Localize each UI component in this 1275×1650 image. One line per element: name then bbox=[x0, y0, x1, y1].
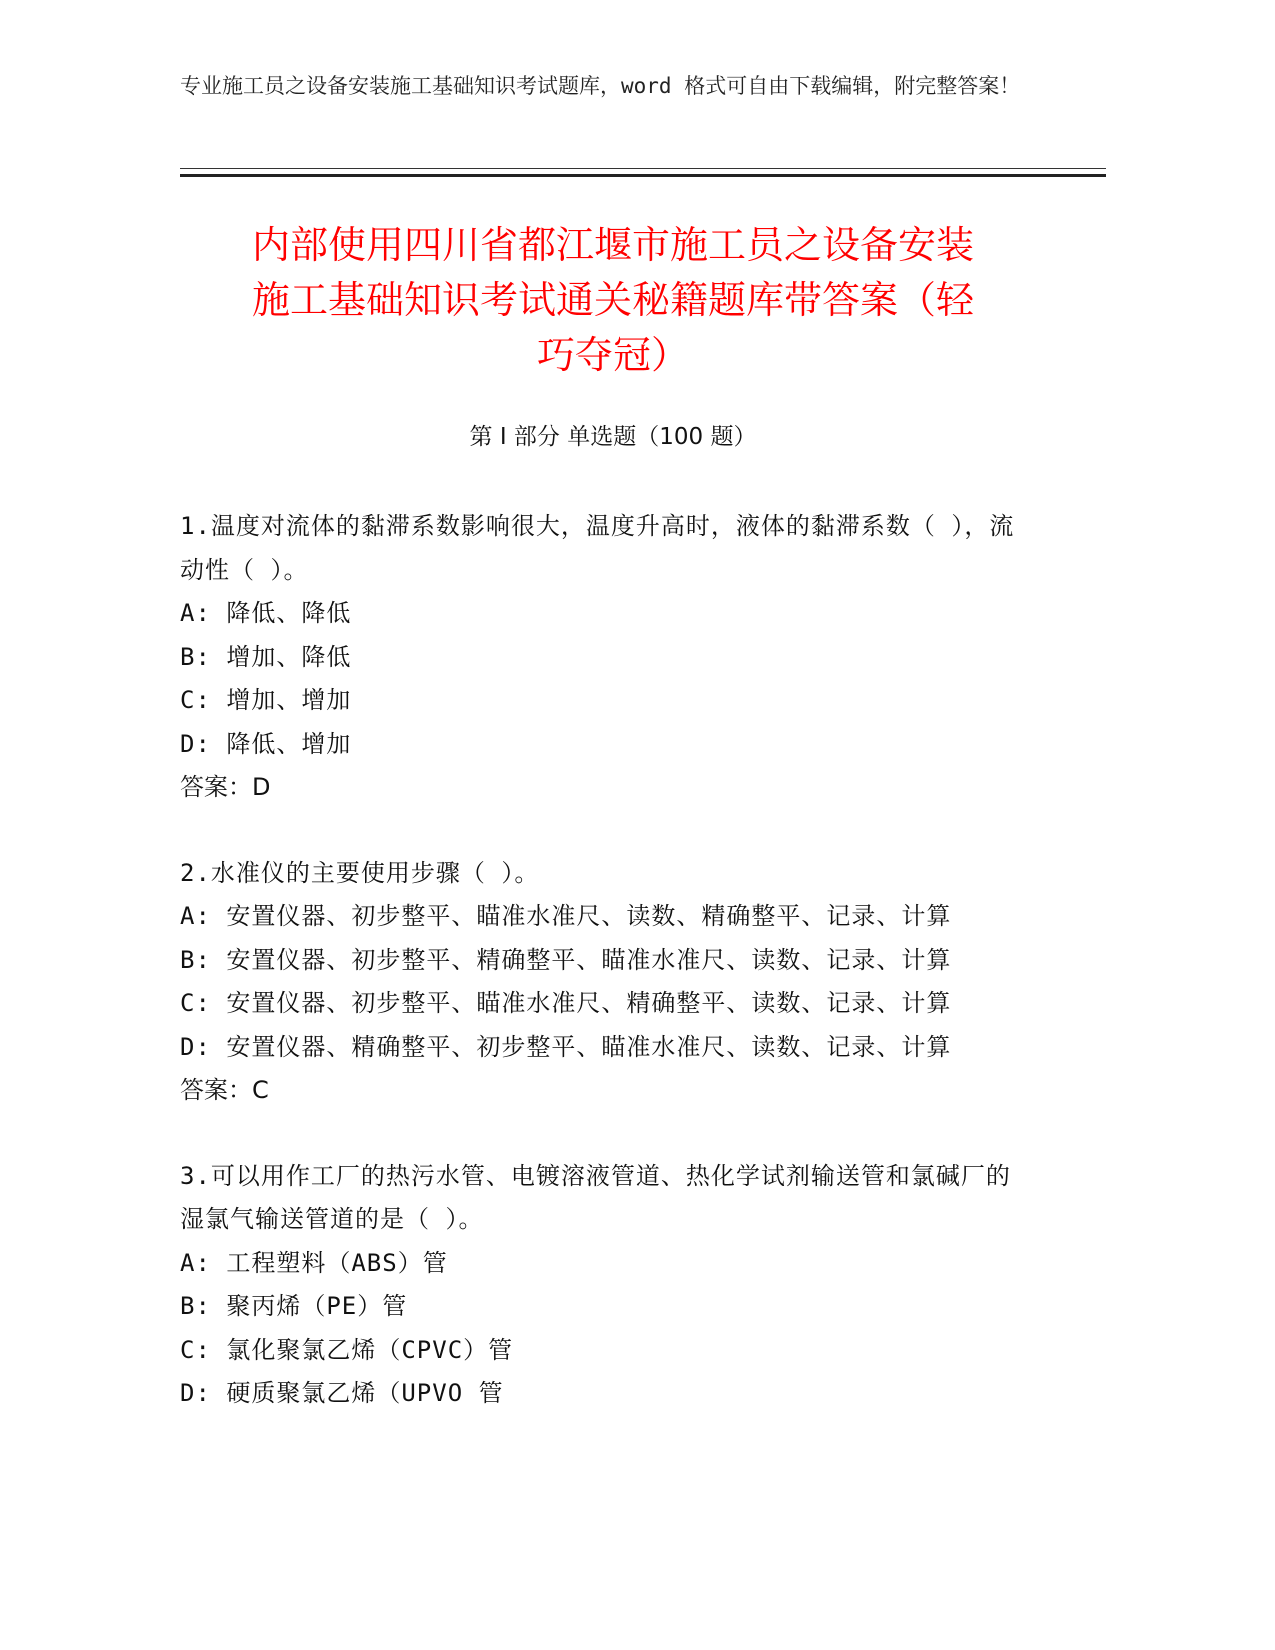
option-a: A: 工程塑料（ABS）管 bbox=[180, 1248, 448, 1277]
question-stem: 2.水准仪的主要使用步骤（ ）。 bbox=[180, 858, 540, 887]
option-d: D: 硬质聚氯乙烯（UPVO 管 bbox=[180, 1379, 504, 1407]
title-line: 施工基础知识考试通关秘籍题库带答案（轻 bbox=[251, 278, 974, 322]
question-stem: 3.可以用作工厂的热污水管、电镀溶液管道、热化学试剂输送管和氯碱厂的湿氯气输送管道的是（ ）。 bbox=[180, 1161, 1011, 1233]
option-b: B: 增加、降低 bbox=[180, 642, 352, 671]
question-3 bbox=[180, 1155, 1030, 1416]
section-title: 第 I 部分 单选题（100 题） bbox=[469, 424, 757, 450]
question-2 bbox=[180, 852, 1030, 1113]
option-c: C: 氯化聚氯乙烯（CPVC）管 bbox=[180, 1335, 514, 1364]
option-c: C: 增加、增加 bbox=[180, 686, 352, 714]
answer-text: 答案：C bbox=[180, 1076, 269, 1104]
question-list bbox=[180, 505, 1030, 1458]
option-c: C: 安置仪器、初步整平、瞄准水准尺、精确整平、读数、记录、计算 bbox=[180, 989, 952, 1017]
option-a: A: 安置仪器、初步整平、瞄准水准尺、读数、精确整平、记录、计算 bbox=[180, 902, 952, 930]
option-d: D: 安置仪器、精确整平、初步整平、瞄准水准尺、读数、记录、计算 bbox=[180, 1032, 952, 1061]
option-d: D: 降低、增加 bbox=[180, 729, 352, 758]
header-divider-thick bbox=[180, 174, 1106, 177]
header-note: 专业施工员之设备安装施工基础知识考试题库，word 格式可自由下载编辑，附完整答案！ bbox=[180, 74, 1021, 98]
question-1 bbox=[180, 505, 1030, 810]
title-line: 内部使用四川省都江堰市施工员之设备安装 bbox=[251, 223, 974, 267]
title-line: 巧夺冠） bbox=[536, 333, 689, 377]
question-stem: 1.温度对流体的黏滞系数影响很大，温度升高时，液体的黏滞系数（ ），流动性（ ）。 bbox=[180, 512, 1015, 584]
document-title bbox=[180, 218, 1046, 383]
header-divider-thin bbox=[180, 168, 1106, 169]
answer-text: 答案：D bbox=[180, 773, 271, 801]
option-a: A: 降低、降低 bbox=[180, 599, 352, 627]
option-b: B: 聚丙烯（PE）管 bbox=[180, 1292, 408, 1320]
option-b: B: 安置仪器、初步整平、精确整平、瞄准水准尺、读数、记录、计算 bbox=[180, 945, 952, 974]
